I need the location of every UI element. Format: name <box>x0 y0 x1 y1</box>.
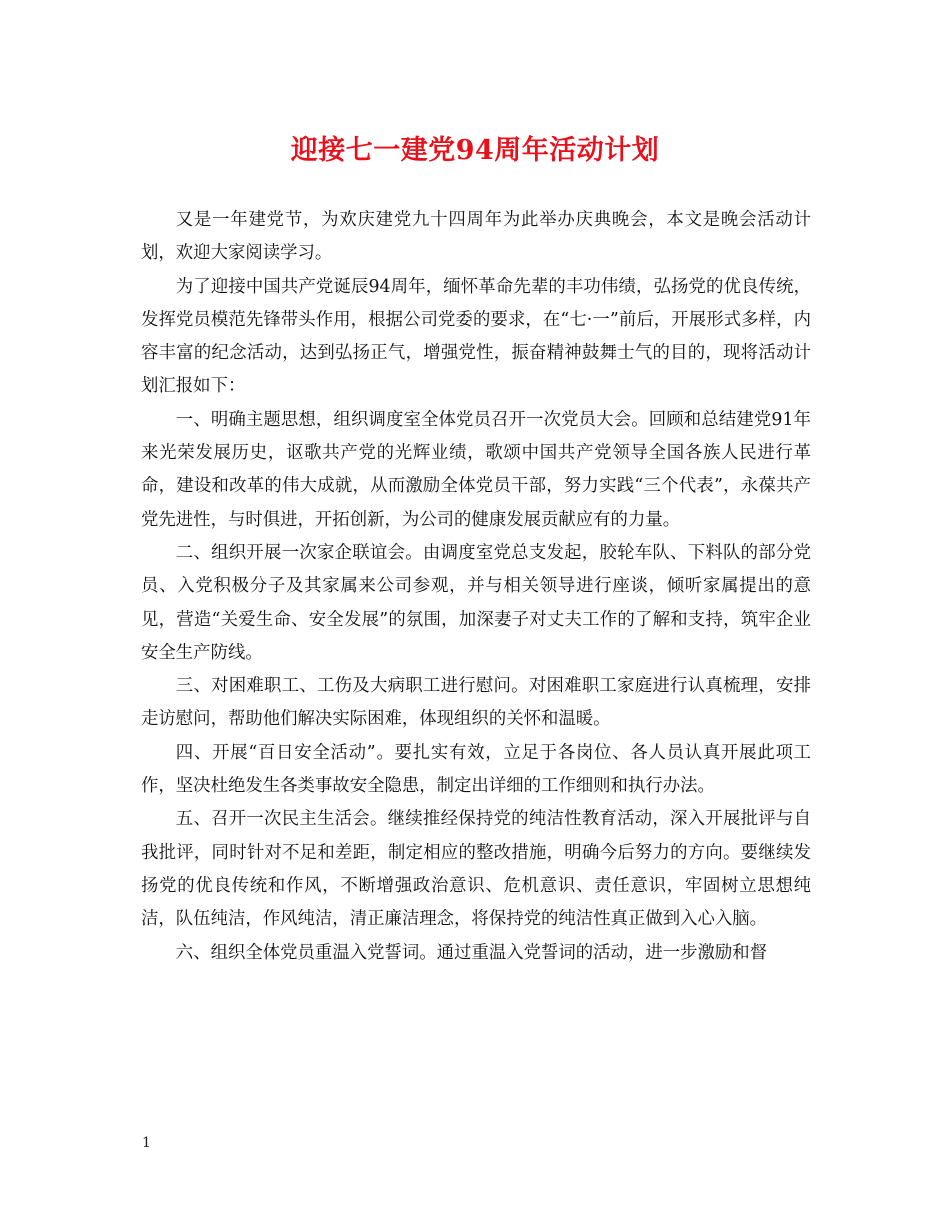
document-body <box>141 204 811 970</box>
paragraph-item-3: 三、对困难职工、工伤及大病职工进行慰问。对困难职工家庭进行认真梳理，安排走访慰问，帮助他们解决实际困难，体现组织的关怀和温暖。 <box>141 676 811 730</box>
paragraph-item-5: 五、召开一次民主生活会。继续推经保持党的纯洁性教育活动，深入开展批评与自我批评，同时针对不足和差距，制定相应的整改措施，明确今后努力的方向。要继续发扬党的优良传统和作风，不断增强政治意识、危机意识、责任意识，牢固树立思想纯洁，队伍纯洁，作风纯洁，清正廉洁理念，将保持党的纯洁性真正做到入心入脑。 <box>141 809 811 930</box>
paragraph-intro: 又是一年建党节，为欢庆建党九十四周年为此举办庆典晚会，本文是晚会活动计划，欢迎大家阅读学习。 <box>141 210 811 264</box>
page-number: 1 <box>142 1135 151 1151</box>
paragraph-item-4: 四、开展“百日安全活动”。要扎实有效，立足于各岗位、各人员认真开展此项工作，坚决杜绝发生各类事故安全隐患，制定出详细的工作细则和执行办法。 <box>141 742 811 797</box>
paragraph-purpose: 为了迎接中国共产党诞辰94周年，缅怀革命先辈的丰功伟绩，弘扬党的优良传统，发挥党员模范先锋带头作用，根据公司党委的要求，在“七·一”前后，开展形式多样，内容丰富的纪念活动，达到弘扬正气，增强党性，振奋精神鼓舞士气的目的，现将活动计划汇报如下： <box>141 276 811 397</box>
document-title: 迎接七一建党94周年活动计划 <box>290 135 660 166</box>
paragraph-item-6: 六、组织全体党员重温入党誓词。通过重温入党誓词的活动，进一步激励和督 <box>175 942 768 963</box>
paragraph-item-1: 一、明确主题思想，组织调度室全体党员召开一次党员大会。回顾和总结建党91年来光荣发展历史，讴歌共产党的光辉业绩，歌颂中国共产党领导全国各族人民进行革命，建设和改革的伟大成就，从而激励全体党员干部，努力实践“三个代表”，永葆共产党先进性，与时俱进，开拓创新，为公司的健康发展贡献应有的力量。 <box>141 409 811 530</box>
paragraph-item-2: 二、组织开展一次家企联谊会。由调度室党总支发起，胶轮车队、下料队的部分党员、入党积极分子及其家属来公司参观，并与相关领导进行座谈，倾听家属提出的意见，营造“关爱生命、安全发展”的氛围，加深妻子对丈夫工作的了解和支持，筑牢企业安全生产防线。 <box>141 542 811 663</box>
